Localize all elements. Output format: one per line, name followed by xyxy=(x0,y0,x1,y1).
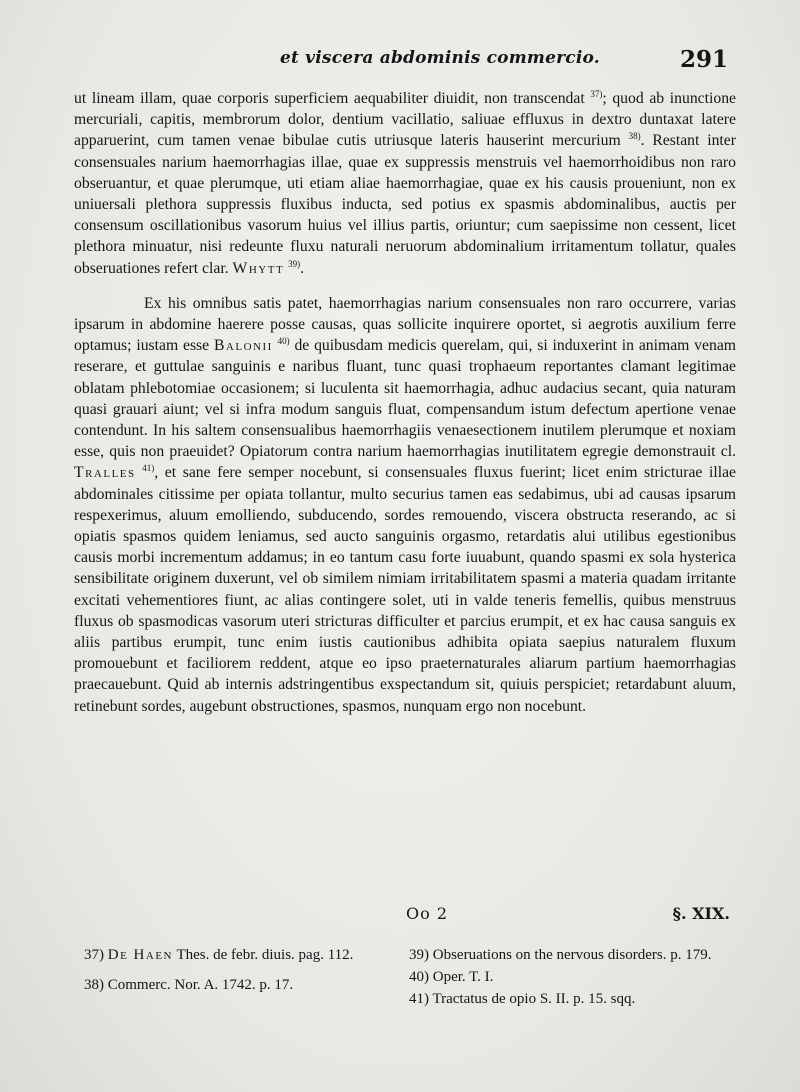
footnote-ref-40: 40) xyxy=(277,336,290,347)
footnote-ref-37: 37) xyxy=(590,89,603,99)
paragraph-2 xyxy=(74,293,736,717)
running-title: et viscera abdominis commercio. xyxy=(280,48,600,68)
text-run: ut lineam illam, quae corporis superficiem aequabiliter diuidit, non transcendat xyxy=(74,90,591,107)
footnote-number: 38) xyxy=(84,977,104,993)
author-name-balonii: Balonii xyxy=(213,337,273,355)
text-run: de quibusdam medicis querelam, qui, si induxerint in animam venam reserare, et guttulae sanguinis e naribus fluant, tunc quasi trophaeum reportantes clamant legitimae oblatam phlebotomiae occasionem; si luculenta sit haemorrhagia, adhuc audacius secant, quia naturam quasi grauari aiunt; vel si infra modum sanguis fluat, compensandum istum defectum apertione venae contendunt. In his saltem consensualibus haemorrhagiis venaesectionem inutilem plerumque et noxiam esse, quis non praeuidet? Opiatorum contra narium haemorrhagias inutilitatem egregie demonstrauit cl. xyxy=(74,337,736,461)
footnote-40 xyxy=(409,968,744,986)
text-run: . Restant inter consensuales narium haemorrhagias illae, quae ex suppressis menstruis vel haemorrhoidibus non raro obseruantur, et quae plerumque, uti etiam aliae haemorrhagiae, quae ex his causis proueniunt, non ex uniuersali plethora suppressis fluxibus inducta, sed potius ex spasmis abdominalibus, auctis per consensum oscillationibus vasorum huius vel illius partis, oriuntur; cum saepissime non cessent, licet plethora minuatur, nisi redeunte fluxu naturali neruorum abdominalium irritamentum tollatur, quales obseruationes refert clar. xyxy=(74,132,736,277)
footnote-ref-39: 39) xyxy=(288,258,301,269)
footnote-text: Thes. de febr. diuis. pag. 112. xyxy=(173,947,354,963)
footnote-text: Obseruations on the nervous disorders. p. 179. xyxy=(432,947,712,963)
footnote-number: 40) xyxy=(409,969,429,985)
footnote-39 xyxy=(409,946,744,964)
text-run: ; quod ab inunctione mercuriali, capitis, membrorum dolor, dentium vacillatio, saliuae effluxus in dextro duntaxat latere apparuerint, cum tamen venae bibulae cutis utriusque lateris hauserint mercurium xyxy=(74,90,737,150)
footnotes-right-column xyxy=(409,946,744,1012)
text-run: . xyxy=(300,259,305,277)
text-run: , et sane fere semper nocebunt, si consensuales fluxus fuerint; licet enim stricturae illae abdominales citissime per opiata tollantur, multo securius tamen eas sedabimus, ubi ad causas ipsarum respexerimus, aluum emolliendo, subducendo, sordes remouendo, viscera obstructa reserando, ac si opiatis spasmos quidem leniamus, sed aucto sanguinis orgasmo, retardatis alui utilibus egestionibus causis morbi incrementum addamus; in eo tantum casu forte iuuabunt, quando spasmi ex sola hysterica sensibilitate originem duxerunt, vel ob similem nimiam irritabilitatem spasmi a materia quadam irritante excitati vehementiores fiunt, ac alias contingere solet, uti in valde teneris femellis, quibus menstruus fluxus ob spasmodicas vasorum uteri stricturas difficulter et parcius erumpit, et ex hac causa sanguis ex aliis partibus erumpit, tunc enim iustis cautionibus adhibita opiata saepius naturalem fluxum promouebunt et faciliorem reddent, atque eo ipso praeternaturales aliarum partium haemorrhagias praecauebunt. Quid ab internis adstringentibus exspectandum sit, quiuis perspiciet; retardabunt aluum, retinebunt sordes, augebunt obstructiones, spasmos, nunquam ergo non nocebunt. xyxy=(74,464,736,715)
footnote-ref-41: 41) xyxy=(142,463,155,474)
footnote-text: Commerc. Nor. A. 1742. p. 17. xyxy=(107,977,294,993)
footnotes-left-column xyxy=(84,946,404,998)
footnote-ref-38: 38) xyxy=(628,131,641,142)
footnote-41 xyxy=(409,990,744,1008)
footnote-37 xyxy=(84,946,404,964)
section-heading: §. XIX. xyxy=(672,904,730,923)
page-number: 291 xyxy=(679,46,728,73)
footnote-number: 41) xyxy=(409,991,429,1007)
footnote-38 xyxy=(84,976,404,994)
main-text xyxy=(74,88,736,717)
printer-signature: Oo 2 xyxy=(406,904,449,923)
author-name-tralles: Tralles xyxy=(74,464,136,482)
text-run: Ex his omnibus satis patet, haemorrhagias narium consensuales non raro occurrere, varias ipsarum in abdomine haerere posse causas, quas sollicite inquirere oportet, si aegrotis auxilium ferre optamus; iustam esse xyxy=(74,294,736,355)
paragraph-1 xyxy=(74,88,736,279)
footnote-number: 39) xyxy=(409,947,429,963)
footnote-number: 37) xyxy=(84,947,104,963)
running-head xyxy=(0,46,800,76)
footnote-text: Oper. T. I. xyxy=(432,969,494,985)
footnote-author: De Haen xyxy=(107,947,173,963)
signature-line xyxy=(0,904,800,932)
author-name-whytt: Whytt xyxy=(232,259,285,277)
footnote-text: Tractatus de opio S. II. p. 15. sqq. xyxy=(432,991,636,1007)
